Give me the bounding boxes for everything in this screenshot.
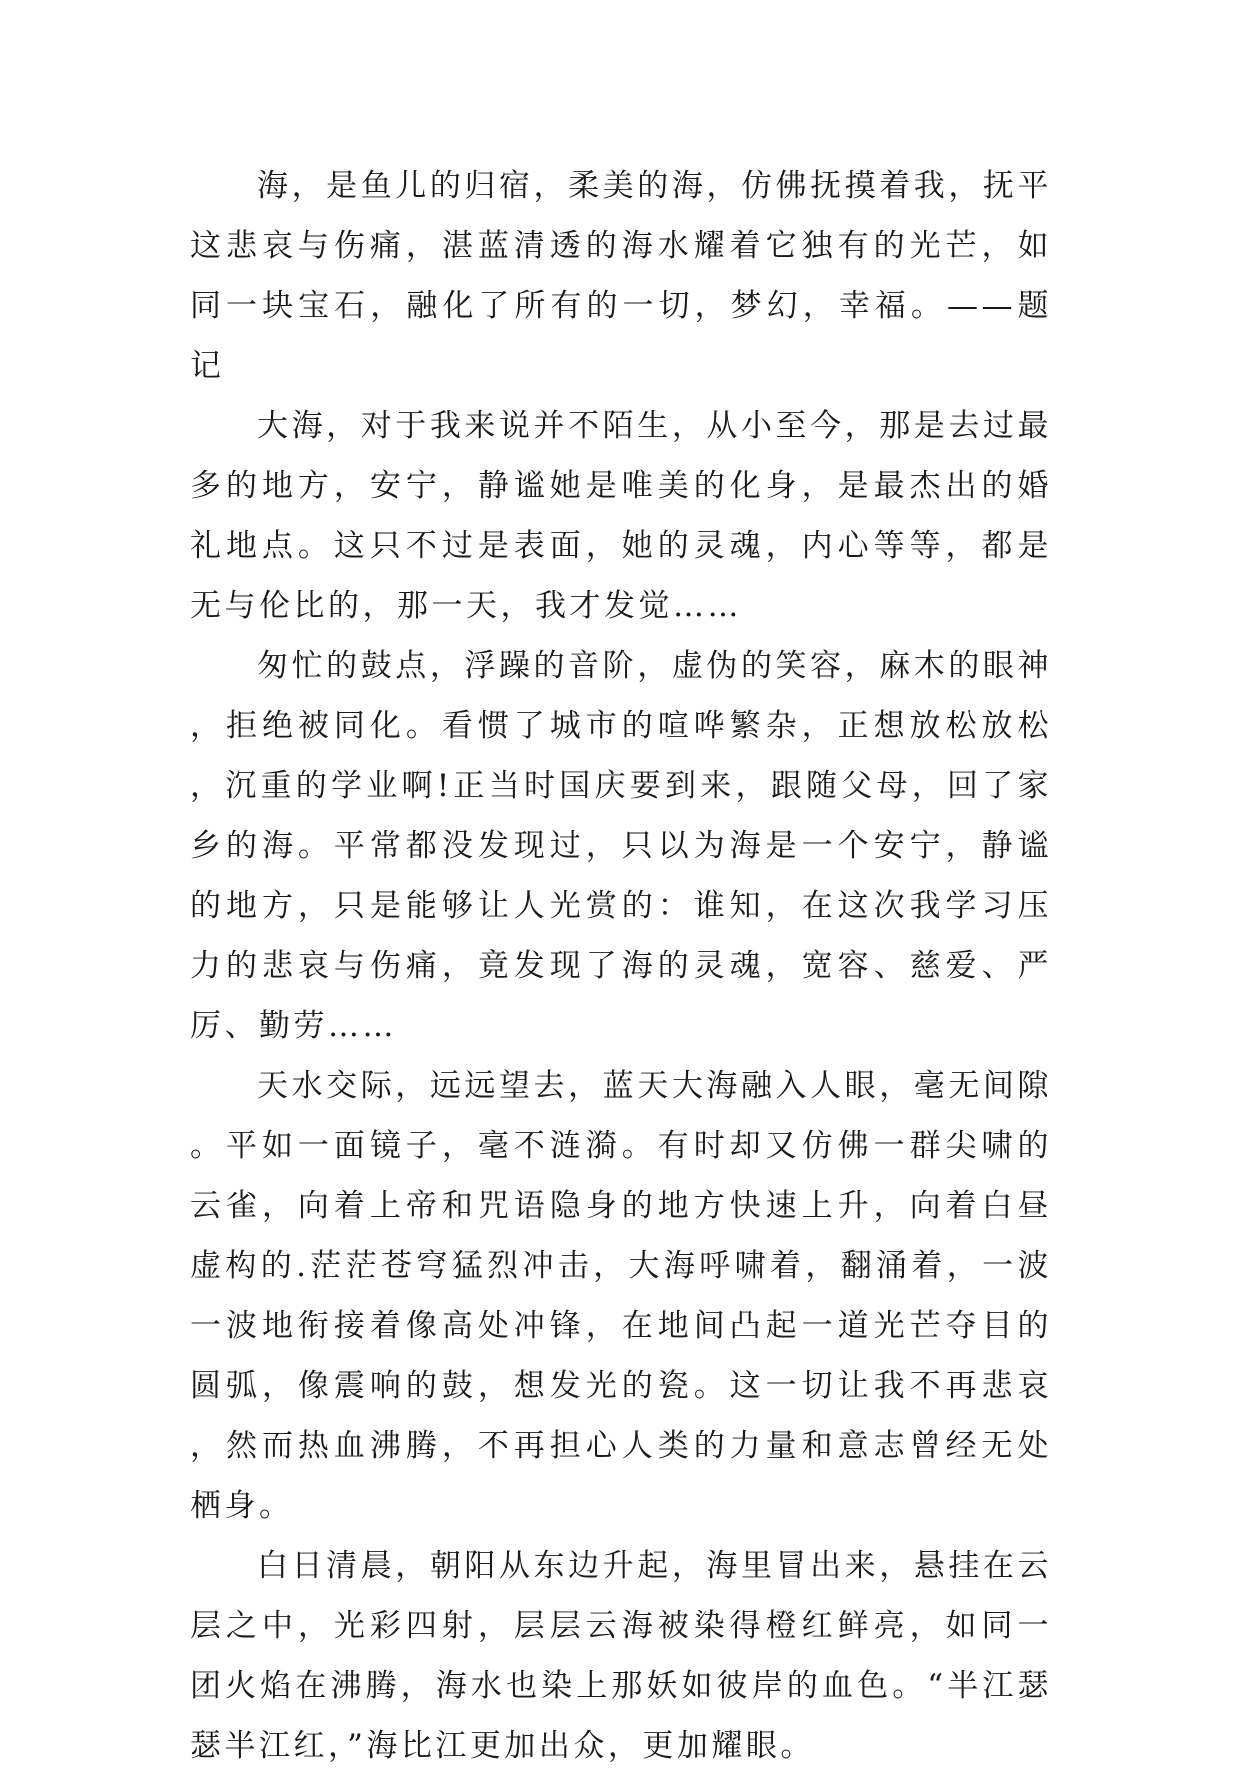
paragraph-4: 天水交际，远远望去，蓝天大海融入人眼，毫无间隙。平如一面镜子，毫不涟漪。有时却又仿佛一群尖啸的云雀，向着上帝和咒语隐身的地方快速上升，向着白昼虚构的.茫茫苍穹猛烈冲击，大海呼啸着，翻涌着，一波一波地衔接着像高处冲锋，在地间凸起一道光芒夺目的圆弧，像震响的鼓，想发光的瓷。这一切让我不再悲哀，然而热血沸腾，不再担心人类的力量和意志曾经无处栖身。 [190, 1068, 1052, 1524]
paragraph-3: 匆忙的鼓点，浮躁的音阶，虚伪的笑容，麻木的眼神，拒绝被同化。看惯了城市的喧哗繁杂，正想放松放松，沉重的学业啊!正当时国庆要到来，跟随父母，回了家乡的海。平常都没发现过，只以为海是一个安宁，静谧的地方，只是能够让人光赏的：谁知，在这次我学习压力的悲哀与伤痛，竟发现了海的灵魂，宽容、慈爱、严厉、勤劳…… [190, 648, 1052, 1044]
paragraph-epigraph: 海，是鱼儿的归宿，柔美的海，仿佛抚摸着我，抚平这悲哀与伤痛，湛蓝清透的海水耀着它独有的光芒，如同一块宝石，融化了所有的一切，梦幻，幸福。——题记 [190, 168, 1052, 384]
paragraph-5: 白日清晨，朝阳从东边升起，海里冒出来，悬挂在云层之中，光彩四射，层层云海被染得橙红鲜亮，如同一团火焰在沸腾，海水也染上那妖如彼岸的血色。“半江瑟瑟半江红，”海比江更加出众，更加耀眼。 [190, 1548, 1052, 1764]
essay-body [190, 156, 1052, 1776]
paragraph-2: 大海，对于我来说并不陌生，从小至今，那是去过最多的地方，安宁，静谧她是唯美的化身，是最杰出的婚礼地点。这只不过是表面，她的灵魂，内心等等，都是无与伦比的，那一天，我才发觉…… [190, 408, 1052, 624]
